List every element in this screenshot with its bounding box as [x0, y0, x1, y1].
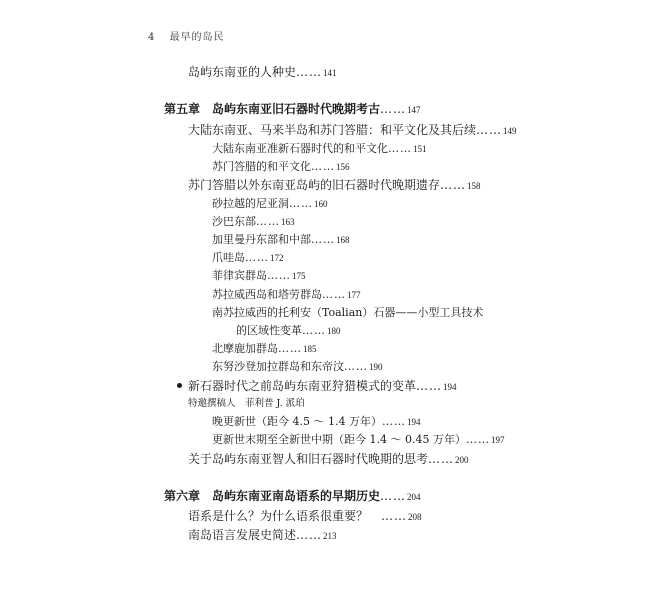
toc-entry-text: 苏门答腊的和平文化 — [212, 160, 311, 173]
toc-entry-text: 菲律宾群岛 — [212, 269, 267, 282]
toc-entry: 苏拉威西岛和塔劳群岛……177 — [212, 288, 361, 301]
toc-entry-continuation: 的区域性变革……180 — [236, 324, 341, 337]
toc-page-number: 185 — [303, 344, 317, 354]
toc-contributor — [188, 396, 305, 412]
toc-entry-text: 北摩鹿加群岛 — [212, 342, 278, 355]
header-running-title: 最早的岛民 — [169, 32, 225, 43]
toc-entry — [212, 305, 483, 321]
toc-entry: 沙巴东部……163 — [212, 215, 295, 228]
toc-chapter-heading: 第六章 岛屿东南亚南岛语系的早期历史……204 — [164, 489, 421, 503]
toc-entry-text: 东努沙登加拉群岛和东帝汶 — [212, 360, 344, 373]
toc-page-number: 158 — [467, 181, 481, 191]
toc-entry-text: 新石器时代之前岛屿东南亚狩猎模式的变革 — [188, 379, 417, 393]
toc-entry-text: 砂拉越的尼亚洞 — [212, 197, 289, 210]
toc-entry: 晚更新世（距今 4.5 ～ 1.4 万年）……194 — [212, 415, 421, 428]
toc-entry-text: 南岛语言发展史简述 — [188, 528, 297, 542]
toc-entry-text: 大陆东南亚准新石器时代的和平文化 — [212, 142, 388, 155]
toc-page-number: 175 — [292, 271, 306, 281]
toc-page-number: 213 — [323, 531, 337, 541]
contributor-text: 特邀撰稿人 菲利普 J. 派珀 — [188, 398, 305, 409]
toc-page-number: 190 — [369, 362, 383, 372]
toc-entry: 岛屿东南亚的人种史……141 — [188, 65, 337, 79]
toc-entry-text: 关于岛屿东南亚智人和旧石器时代晚期的思考 — [188, 452, 429, 466]
toc-entry: 东努沙登加拉群岛和东帝汶……190 — [212, 360, 383, 373]
toc-entry-text: 第六章 岛屿东南亚南岛语系的早期历史 — [164, 489, 381, 503]
toc-entry-text: 爪哇岛 — [212, 251, 245, 264]
toc-entry: 大陆东南亚准新石器时代的和平文化……151 — [212, 142, 427, 155]
toc-entry-text: 岛屿东南亚的人种史 — [188, 65, 297, 79]
toc-page-number: 151 — [413, 144, 427, 154]
toc-entry-text: 的区域性变革 — [236, 324, 302, 337]
toc-entry-text: 第五章 岛屿东南亚旧石器时代晚期考古 — [164, 102, 381, 116]
toc-page-number: 172 — [270, 253, 284, 263]
toc-entry-text: 晚更新世（距今 4.5 ～ 1.4 万年） — [212, 415, 382, 428]
toc-page-number: 204 — [407, 492, 421, 502]
toc-entry: 苏门答腊的和平文化……156 — [212, 160, 350, 173]
toc-entry-text: 更新世末期至全新世中期（距今 1.4 ～ 0.45 万年） — [212, 433, 466, 446]
bullet-icon — [177, 383, 182, 388]
toc-entry: 苏门答腊以外东南亚岛屿的旧石器时代晚期遗存……158 — [188, 178, 481, 192]
toc-page-number: 156 — [336, 162, 350, 172]
toc-page-number: 141 — [323, 68, 337, 78]
toc-entry: 加里曼丹东部和中部……168 — [212, 233, 350, 246]
toc-entry: 更新世末期至全新世中期（距今 1.4 ～ 0.45 万年）……197 — [212, 433, 505, 446]
toc-entry: 菲律宾群岛……175 — [212, 269, 306, 282]
toc-page-number: 168 — [336, 235, 350, 245]
toc-entry-text: 语系是什么？为什么语系很重要？ — [188, 509, 369, 523]
toc-entry: 北摩鹿加群岛……185 — [212, 342, 317, 355]
toc-entry-text: 加里曼丹东部和中部 — [212, 233, 311, 246]
toc-page-number: 177 — [347, 290, 361, 300]
toc-page-number: 180 — [327, 326, 341, 336]
toc-entry-text: 苏拉威西岛和塔劳群岛 — [212, 288, 322, 301]
toc-entry: 大陆东南亚、马来半岛和苏门答腊：和平文化及其后续……149 — [188, 123, 517, 137]
toc-entry-text: 大陆东南亚、马来半岛和苏门答腊：和平文化及其后续 — [188, 123, 477, 137]
toc-page-number: 147 — [407, 105, 421, 115]
running-header — [148, 28, 225, 43]
toc-entry: 语系是什么？为什么语系很重要？ ……208 — [188, 509, 422, 523]
toc-page-number: 149 — [503, 126, 517, 136]
toc-page-number: 163 — [281, 217, 295, 227]
toc-page-number: 194 — [406, 417, 421, 427]
toc-entry: 新石器时代之前岛屿东南亚狩猎模式的变革……194 — [177, 378, 457, 395]
toc-entry: 砂拉越的尼亚洞……160 — [212, 197, 328, 210]
toc-entry-text: 南苏拉威西的托利安（Toalian）石器——小型工具技术 — [212, 306, 484, 319]
toc-entry-text: 苏门答腊以外东南亚岛屿的旧石器时代晚期遗存 — [188, 178, 441, 192]
toc-page-number: 197 — [490, 435, 505, 445]
toc-page-number: 160 — [314, 199, 328, 209]
toc-entry: 关于岛屿东南亚智人和旧石器时代晚期的思考……200 — [188, 452, 469, 466]
toc-page-number: 208 — [408, 512, 422, 522]
toc-chapter-heading: 第五章 岛屿东南亚旧石器时代晚期考古……147 — [164, 102, 421, 116]
toc-page-number: 200 — [455, 455, 469, 465]
toc-entry: 南岛语言发展史简述……213 — [188, 528, 337, 542]
toc-entry-text: 沙巴东部 — [212, 215, 256, 228]
toc-page-number: 194 — [443, 382, 457, 392]
toc-entry: 爪哇岛……172 — [212, 251, 284, 264]
header-page-number: 4 — [148, 32, 156, 43]
